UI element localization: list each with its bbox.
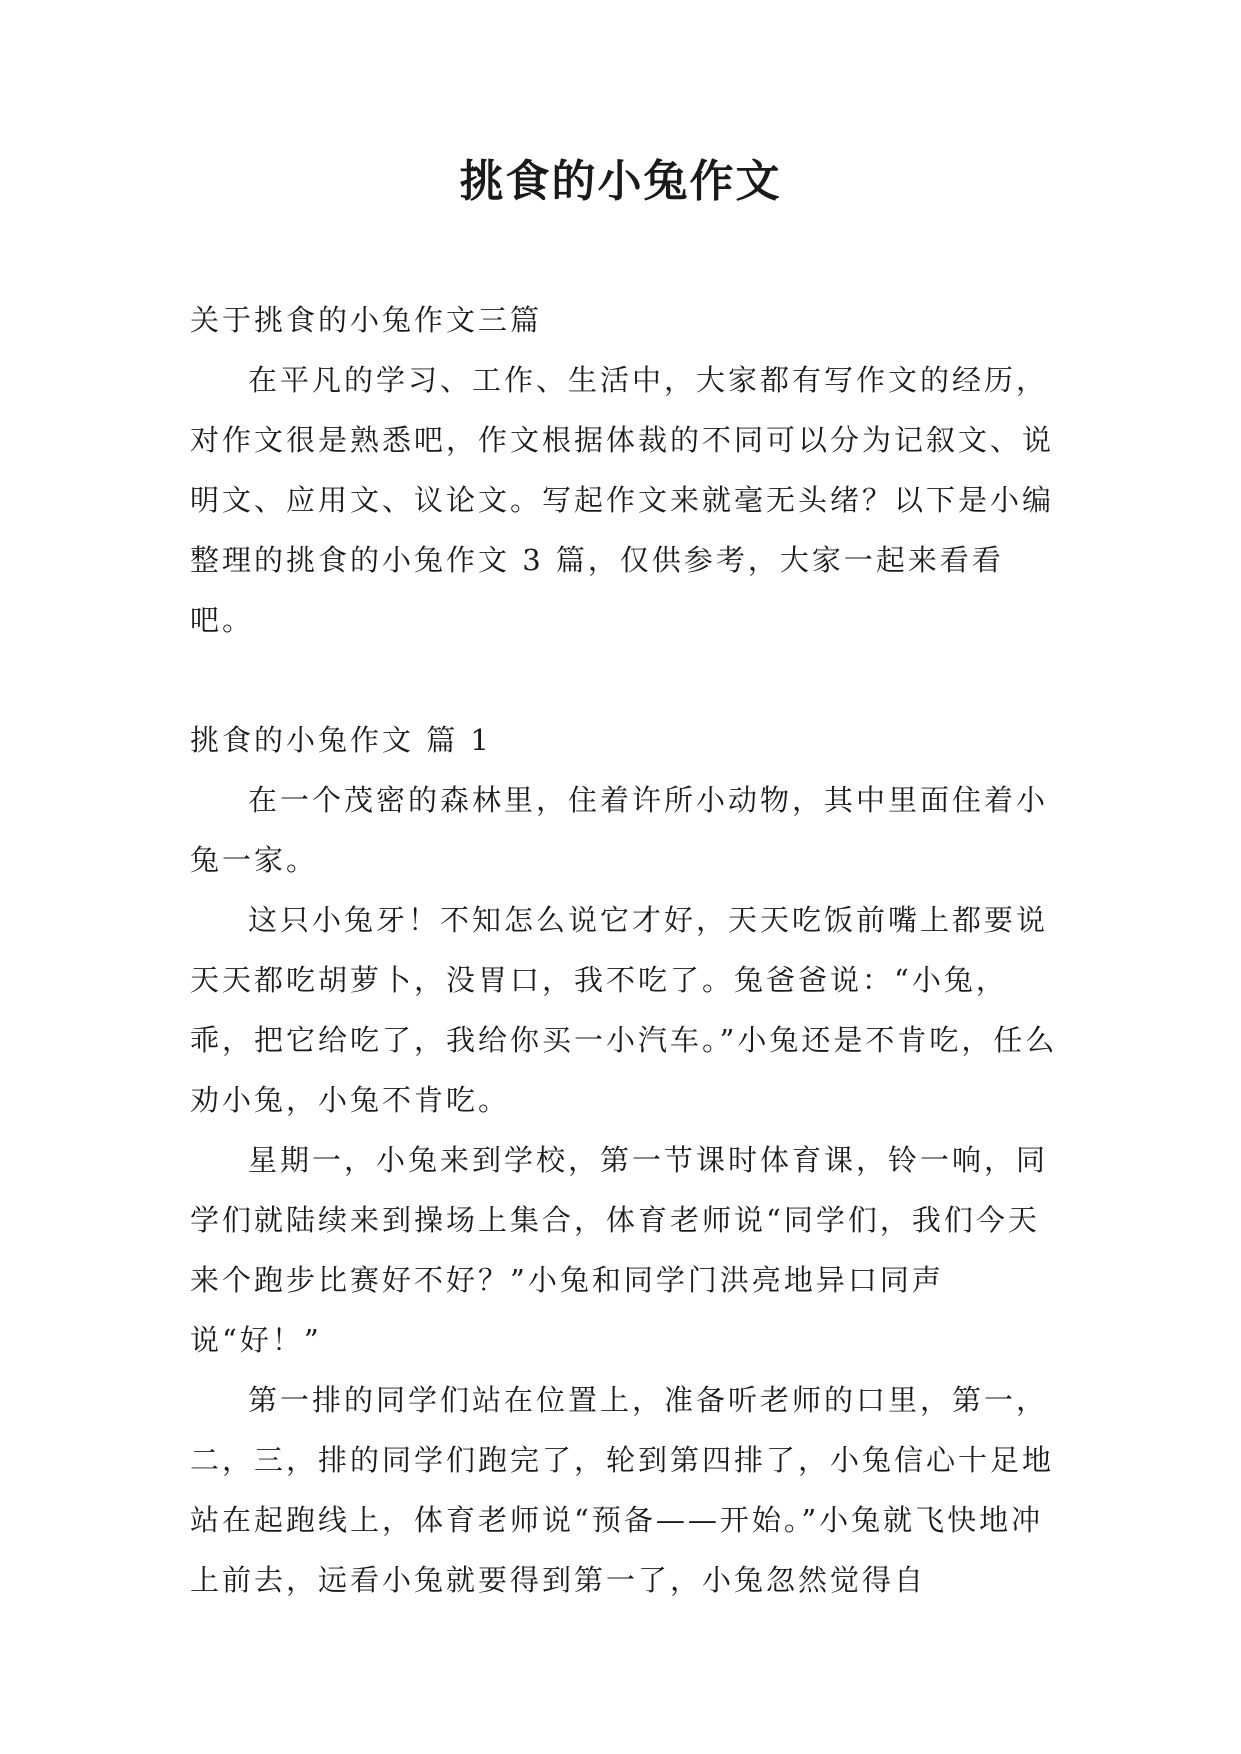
- body-paragraph: 这只小兔牙！不知怎么说它才好，天天吃饭前嘴上都要说天天都吃胡萝卜，没胃口，我不吃了。兔爸爸说：“小兔，乖，把它给吃了，我给你买一小汽车。”小兔还是不肯吃，任么劝小兔，小兔不肯吃。: [190, 903, 1058, 1117]
- intro-paragraph: 在平凡的学习、工作、生活中，大家都有写作文的经历，对作文很是熟悉吧，作文根据体裁的不同可以分为记叙文、说明文、应用文、议论文。写起作文来就毫无头绪？以下是小编整理的挑食的小兔作文 3 篇，仅供参考，大家一起来看看吧。: [190, 363, 1055, 637]
- section-heading: 挑食的小兔作文 篇 1: [190, 723, 492, 757]
- body-paragraph: 第一排的同学们站在位置上，准备听老师的口里，第一，二，三，排的同学们跑完了，轮到第四排了，小兔信心十足地站在起跑线上，体育老师说“预备——开始。”小兔就飞快地冲上前去，远看小兔就要得到第一了，小兔忽然觉得自: [190, 1383, 1055, 1597]
- body-paragraph: 在一个茂密的森林里，住着许所小动物，其中里面住着小兔一家。: [190, 783, 1049, 877]
- body-paragraph: 星期一，小兔来到学校，第一节课时体育课，铃一响，同学们就陆续来到操场上集合，体育老师说“同学们，我们今天来个跑步比赛好不好？”小兔和同学门洪亮地异口同声说“好！”: [190, 1143, 1049, 1357]
- document-title: 挑食的小兔作文: [459, 156, 782, 207]
- subtitle: 关于挑食的小兔作文三篇: [190, 303, 543, 337]
- section-gap: [190, 650, 1065, 710]
- document-body: [190, 290, 1065, 1610]
